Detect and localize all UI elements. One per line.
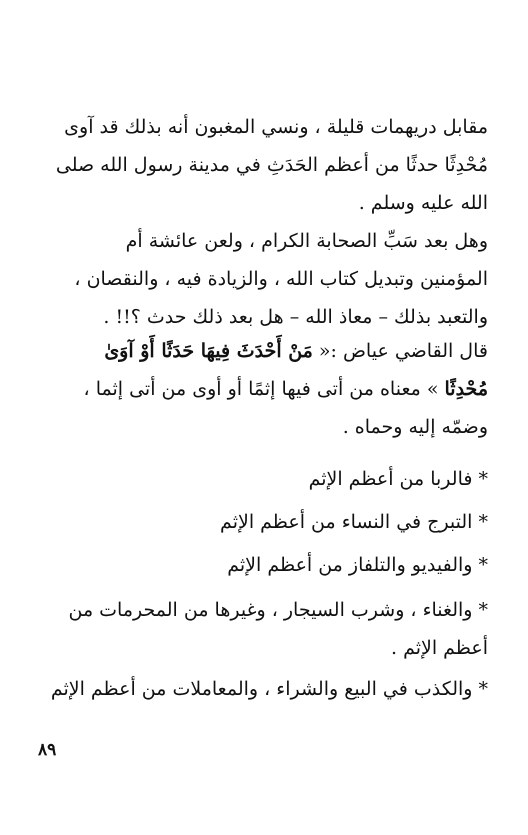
paragraph-2-line-2: المؤمنين وتبديل كتاب الله ، والزيادة فيه ، والنقصان ، (74, 268, 488, 290)
bullet-item-singing-smoking (40, 591, 488, 667)
bullet-item-text: * والكذب في البيع والشراء ، والمعاملات من أعظم الإثم (50, 678, 488, 700)
hadith-quote-part-2: مُحْدِثًا (444, 378, 488, 400)
bullet-item-text: * فالربا من أعظم الإثم (308, 468, 488, 490)
paragraph-3-line-1 (40, 332, 488, 370)
paragraph-2 (40, 222, 488, 336)
bullet-item-text-line-1: * والغناء ، وشرب السيجار ، وغيرها من المحرمات من (68, 599, 488, 621)
paragraph-2-line-1: وهل بعد سَبِّ الصحابة الكرام ، ولعن عائشة أم (125, 230, 488, 252)
bullet-item-video-tv (40, 546, 488, 584)
hadith-quote-part-1: مَنْ أَحْدَثَ فِيهَا حَدَثًا أَوْ آوَىٰ (104, 340, 313, 362)
paragraph-1 (40, 108, 488, 222)
paragraph-1-line-3: الله عليه وسلم . (358, 192, 488, 214)
paragraph-3-line-2 (40, 370, 488, 408)
bullet-item-text: * التبرج في النساء من أعظم الإثم (220, 511, 488, 533)
bullet-item-usury (40, 460, 488, 498)
quote-intro: قال القاضي عياض :« (312, 340, 488, 362)
bullet-item-lying-trade (40, 670, 488, 708)
bullet-item-tabarruj (40, 503, 488, 541)
paragraph-3-line-3: وضمّه إليه وحماه . (342, 416, 488, 438)
bullet-item-text: * والفيديو والتلفاز من أعظم الإثم (227, 554, 488, 576)
paragraph-1-line-1: مقابل دريهمات قليلة ، ونسي المغبون أنه بذلك قد آوى (64, 116, 488, 138)
paragraph-2-line-3: والتعبد بذلك – معاذ الله – هل بعد ذلك حدث ؟!! . (103, 306, 488, 328)
quote-explanation: » معناه من أتى فيها إثمًا أو أوى من أتى إثما ، (83, 378, 445, 400)
bullet-item-text-line-2: أعظم الإثم . (390, 637, 488, 659)
paragraph-3 (40, 332, 488, 446)
page-number: ٨٩ (38, 740, 57, 760)
paragraph-1-line-2: مُحْدِثًا حدثًا من أعظم الحَدَثِ في مدينة رسول الله صلى (55, 154, 488, 176)
